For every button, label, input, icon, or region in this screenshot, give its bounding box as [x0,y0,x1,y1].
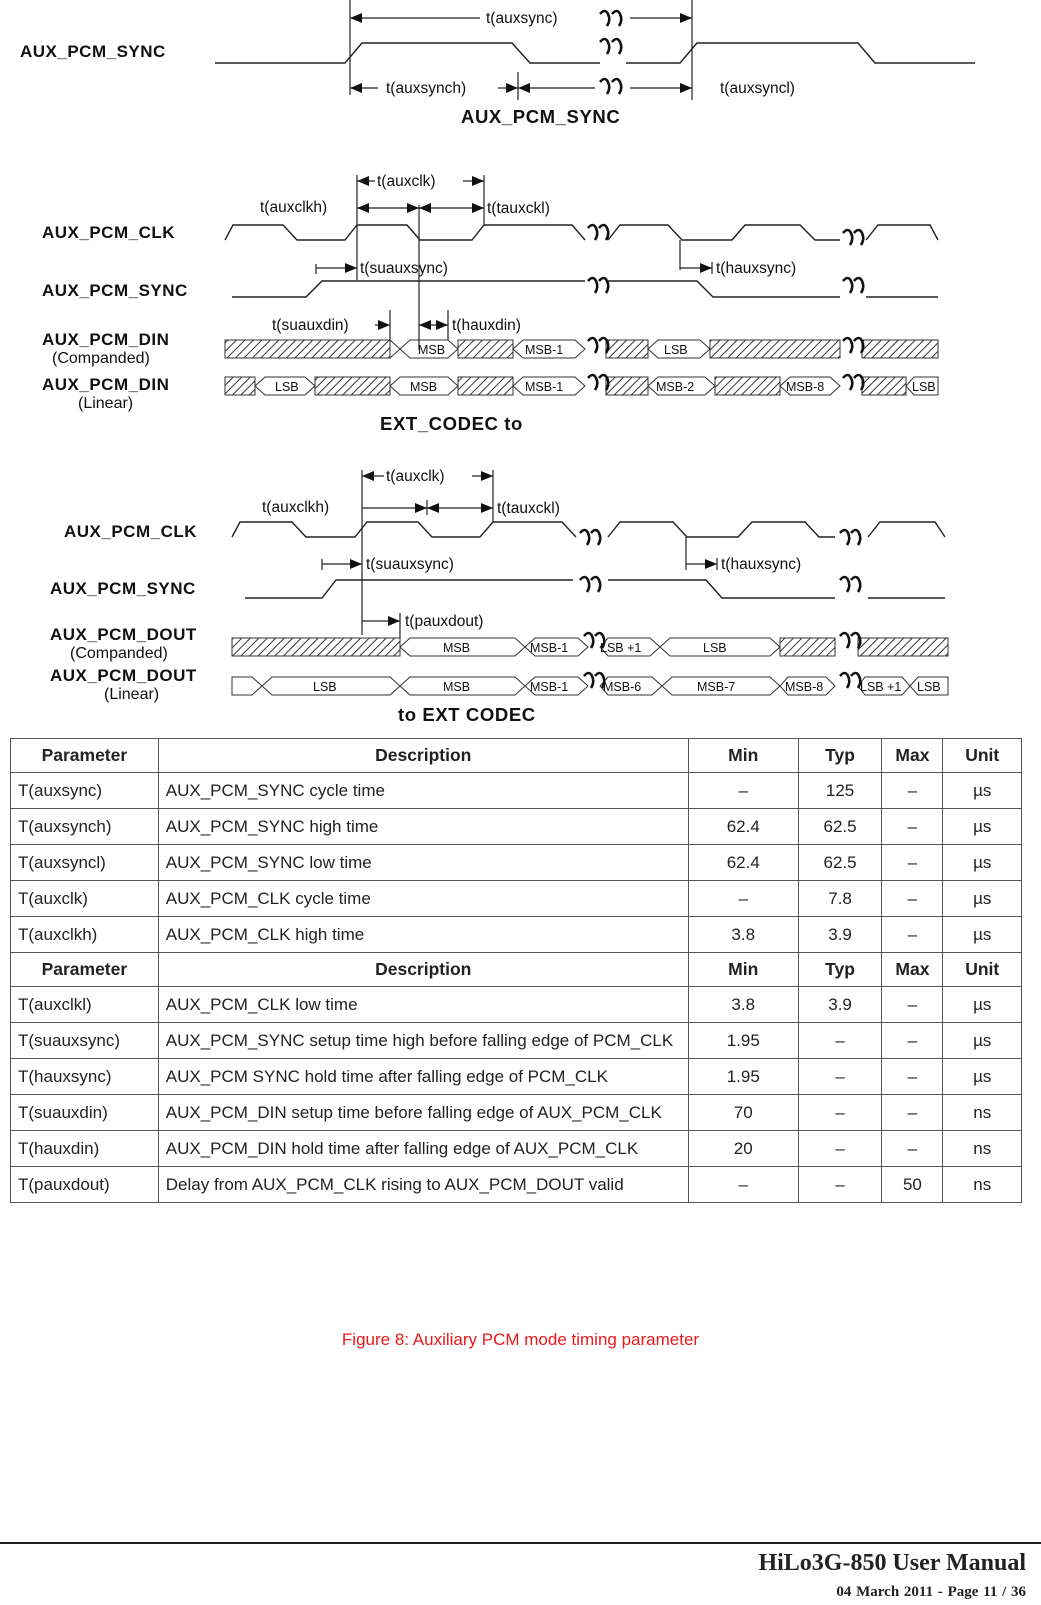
cell-parameter: T(auxsync) [11,773,159,809]
cell-max: – [882,1131,943,1167]
din-cell: MSB-2 [656,380,695,394]
signal-label-sync: AUX_PCM_SYNC [20,42,166,61]
table-row [11,1059,1022,1095]
diagram-caption: EXT_CODEC to [380,413,523,434]
diagram-caption: AUX_PCM_SYNC [461,106,621,127]
cell-typ: 62.5 [798,809,882,845]
din-cell: LSB [275,380,299,394]
table-row [11,1131,1022,1167]
cell-unit: µs [943,773,1022,809]
cell-min: 20 [688,1131,798,1167]
table-row [11,917,1022,953]
cell-min: 1.95 [688,1023,798,1059]
cell-typ: 125 [798,773,882,809]
cell-description: AUX_PCM_CLK high time [158,917,688,953]
dout-cell: LSB +1 [600,641,642,655]
cell-parameter: T(auxclkh) [11,917,159,953]
cell-min: – [688,881,798,917]
cell-unit: µs [943,881,1022,917]
cell-description: AUX_PCM_SYNC low time [158,845,688,881]
timing-label-auxsync: t(auxsync) [486,10,558,27]
signal-sublabel-companded: (Companded) [52,350,150,367]
sync-waveform [232,281,938,297]
cell-unit: ns [943,1095,1022,1131]
header-max: Max [882,953,943,987]
signal-label-dout-linear: AUX_PCM_DOUT [50,666,197,685]
cell-min: 70 [688,1095,798,1131]
dout-linear-row [232,677,948,695]
cell-max: – [882,1059,943,1095]
timing-label-suauxdin: t(suauxdin) [272,317,349,334]
timing-label-hauxsync: t(hauxsync) [721,556,802,573]
signal-label-dout: AUX_PCM_DOUT [50,625,197,644]
signal-label-clk: AUX_PCM_CLK [42,223,176,242]
cell-min: 62.4 [688,845,798,881]
table-row [11,987,1022,1023]
cell-typ: 3.9 [798,987,882,1023]
footer-date-page: 04 March 2011 - Page 11 / 36 [836,1584,1026,1600]
cell-typ: – [798,1095,882,1131]
cell-min: 3.8 [688,987,798,1023]
cell-typ: 7.8 [798,881,882,917]
table-header-row-repeat [11,953,1022,987]
cell-description: AUX_PCM_DIN setup time before falling edge of AUX_PCM_CLK [158,1095,688,1131]
sync-waveform [245,580,945,598]
cell-parameter: T(hauxdin) [11,1131,159,1167]
timing-label-auxclkh: t(auxclkh) [262,499,330,516]
signal-label-clk: AUX_PCM_CLK [64,522,198,541]
timing-label-auxclk: t(auxclk) [377,173,436,190]
cell-max: – [882,987,943,1023]
din-linear-row [225,377,938,395]
timing-label-auxsynch: t(auxsynch) [386,80,467,97]
header-max: Max [882,739,943,773]
dout-cell: LSB [703,641,727,655]
cell-description: AUX_PCM_SYNC high time [158,809,688,845]
cell-max: 50 [882,1167,943,1203]
cell-max: – [882,1095,943,1131]
cell-parameter: T(hauxsync) [11,1059,159,1095]
cell-parameter: T(suauxdin) [11,1095,159,1131]
dout-cell: MSB [443,680,471,694]
break-mark [588,225,863,390]
cell-parameter: T(auxclk) [11,881,159,917]
ext-codec-to-timing-diagram [0,160,1041,440]
table-row [11,773,1022,809]
cell-max: – [882,881,943,917]
signal-sublabel-linear: (Linear) [78,395,134,412]
cell-max: – [882,917,943,953]
cell-min: 3.8 [688,917,798,953]
cell-min: 62.4 [688,809,798,845]
dout-cell: MSB-1 [530,680,569,694]
dout-cell: MSB-6 [603,680,642,694]
header-parameter: Parameter [11,739,159,773]
break-mark [600,11,621,94]
cell-unit: ns [943,1167,1022,1203]
cell-unit: µs [943,917,1022,953]
din-cell: MSB-1 [525,343,564,357]
cell-typ: 62.5 [798,845,882,881]
cell-min: – [688,1167,798,1203]
to-ext-codec-timing-diagram [0,455,1041,730]
dout-cell: LSB [313,680,337,694]
dout-companded-row [232,638,948,656]
signal-label-sync: AUX_PCM_SYNC [42,281,188,300]
clk-waveform [225,225,938,240]
cell-description: AUX_PCM_DIN hold time after falling edge of AUX_PCM_CLK [158,1131,688,1167]
cell-unit: ns [943,1131,1022,1167]
table-row [11,1023,1022,1059]
header-parameter: Parameter [11,953,159,987]
din-cell: MSB [418,343,446,357]
cell-description: Delay from AUX_PCM_CLK rising to AUX_PCM_DOUT valid [158,1167,688,1203]
header-unit: Unit [943,739,1022,773]
din-cell: MSB-8 [786,380,825,394]
cell-parameter: T(suauxsync) [11,1023,159,1059]
timing-label-auxclk: t(auxclk) [386,468,445,485]
cell-description: AUX_PCM SYNC hold time after falling edge of PCM_CLK [158,1059,688,1095]
timing-label-pauxdout: t(pauxdout) [405,613,484,630]
din-companded-row [225,340,938,358]
dout-cell: MSB-1 [530,641,569,655]
dout-cell: LSB +1 [860,680,902,694]
cell-parameter: T(pauxdout) [11,1167,159,1203]
cell-max: – [882,845,943,881]
cell-max: – [882,1023,943,1059]
cell-parameter: T(auxsyncl) [11,845,159,881]
signal-label-sync: AUX_PCM_SYNC [50,579,196,598]
header-description: Description [158,739,688,773]
cell-description: AUX_PCM_SYNC cycle time [158,773,688,809]
diagram-caption: to EXT CODEC [398,704,536,725]
timing-label-tauxckl: t(tauxckl) [487,200,550,217]
timing-label-auxclkh: t(auxclkh) [260,199,328,216]
cell-unit: µs [943,1059,1022,1095]
cell-typ: – [798,1131,882,1167]
header-typ: Typ [798,739,882,773]
header-unit: Unit [943,953,1022,987]
timing-label-tauxckl: t(tauxckl) [497,500,560,517]
cell-unit: µs [943,1023,1022,1059]
timing-label-hauxsync: t(hauxsync) [716,260,797,277]
dout-cell: MSB-7 [697,680,736,694]
signal-sublabel-companded: (Companded) [70,645,168,662]
dout-cell: MSB [443,641,471,655]
timing-label-hauxdin: t(hauxdin) [452,317,521,334]
footer-divider [0,1542,1041,1544]
din-cell: LSB [664,343,688,357]
table-row [11,1167,1022,1203]
signal-sublabel-linear: (Linear) [104,686,160,703]
timing-label-suauxsync: t(suauxsync) [360,260,448,277]
din-cell: MSB [410,380,438,394]
table-row [11,881,1022,917]
cell-min: – [688,773,798,809]
table-row [11,845,1022,881]
table-row [11,809,1022,845]
break-mark [580,530,860,688]
footer-title: HiLo3G-850 User Manual [758,1550,1026,1576]
cell-min: 1.95 [688,1059,798,1095]
signal-label-din-linear: AUX_PCM_DIN [42,375,170,394]
cell-parameter: T(auxclkl) [11,987,159,1023]
header-min: Min [688,953,798,987]
header-description: Description [158,953,688,987]
cell-description: AUX_PCM_CLK cycle time [158,881,688,917]
cell-unit: µs [943,987,1022,1023]
timing-label-suauxsync: t(suauxsync) [366,556,454,573]
sync-timing-diagram [0,0,1041,135]
cell-typ: 3.9 [798,917,882,953]
cell-description: AUX_PCM_CLK low time [158,987,688,1023]
dout-cell: LSB [917,680,941,694]
cell-typ: – [798,1023,882,1059]
figure-caption: Figure 8: Auxiliary PCM mode timing parameter [341,1330,700,1349]
din-cell: MSB-1 [525,380,564,394]
table-row [11,1095,1022,1131]
cell-typ: – [798,1059,882,1095]
cell-unit: µs [943,809,1022,845]
table-header-row [11,739,1022,773]
header-min: Min [688,739,798,773]
sync-waveform [215,43,975,63]
timing-parameter-table [10,738,1022,1203]
cell-description: AUX_PCM_SYNC setup time high before falling edge of PCM_CLK [158,1023,688,1059]
cell-typ: – [798,1167,882,1203]
signal-label-din: AUX_PCM_DIN [42,330,170,349]
cell-parameter: T(auxsynch) [11,809,159,845]
din-cell: LSB [912,380,936,394]
cell-unit: µs [943,845,1022,881]
cell-max: – [882,809,943,845]
cell-max: – [882,773,943,809]
timing-label-auxsyncl: t(auxsyncl) [720,80,795,97]
header-typ: Typ [798,953,882,987]
dout-cell: MSB-8 [785,680,824,694]
